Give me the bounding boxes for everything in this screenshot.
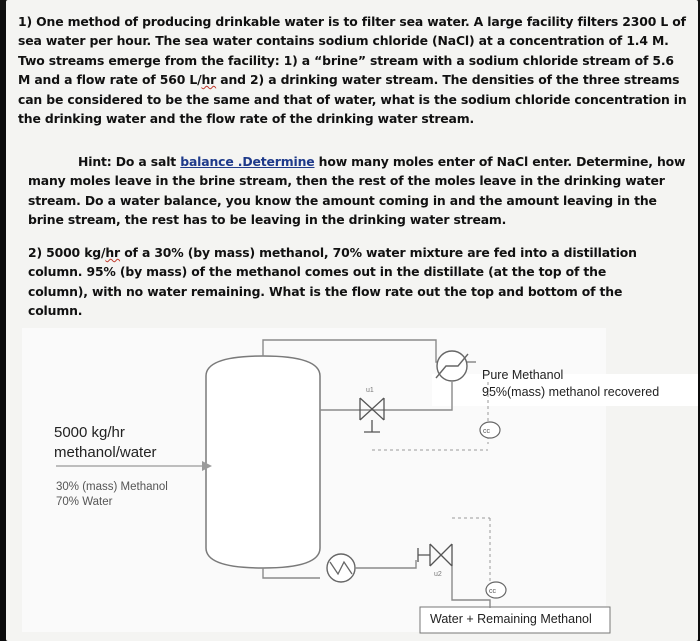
document-page — [6, 0, 698, 641]
distillation-column — [206, 356, 320, 568]
top-controller-tag: cc — [483, 428, 490, 435]
feed-name-label: methanol/water — [54, 444, 157, 461]
question-2-text-start: 2) 5000 kg/ — [28, 245, 106, 260]
bottom-product-label: Water + Remaining Methanol — [430, 612, 592, 626]
bottom-controller-tag: cc — [489, 588, 496, 595]
top-product-label: Pure Methanol — [482, 368, 564, 382]
hint-link[interactable]: balance .Determine — [180, 154, 315, 169]
question-1-text-end: and 2) a drinking water stream. The densities of the three streams can be considered to be the same and that of water, what is the sodium chloride concentration in the drinking water and the flow rate of the drinking water stream. — [18, 72, 687, 127]
feed-composition-1: 30% (mass) Methanol — [56, 481, 168, 493]
feed-composition-2: 70% Water — [56, 496, 113, 508]
question-2-unit: hr — [105, 245, 121, 260]
question-1-text-start: 1) One method of producing drinkable water is to filter sea water. A large facility filters 2300 L of sea water per hour. The sea water contains sodium chloride (NaCl) at a concentration of 1.4 M. Two streams emerge from the facility: 1) a “brine” stream with a sodium chloride stream of 5.6 M and a flow rate of 560 L/ — [18, 14, 686, 88]
hint-text-end: how many moles enter of NaCl enter. Determine, how many moles leave in the brine stream, then the rest of the moles leave in the drinking water stream. Do a water balance, you know the amount coming in and the amount leaving in the brine stream, the rest has to be leaving in the drinking water stream. — [28, 154, 686, 228]
feed-rate-label: 5000 kg/hr — [54, 424, 125, 441]
distillation-diagram — [6, 0, 698, 641]
top-recovery-label: 95%(mass) methanol recovered — [482, 385, 660, 399]
valve-bottom-tag: u2 — [434, 571, 442, 578]
valve-top-tag: u1 — [366, 387, 374, 394]
question-2-text-end: of a 30% (by mass) methanol, 70% water mixture are fed into a distillation column. 95% (by mass) of the methanol comes out in the distillate (at the top of the column), with no water remaining. What is the flow rate out the top and bottom of the column. — [28, 245, 637, 319]
hint-text-start: Hint: Do a salt — [78, 154, 181, 169]
question-1-unit: hr — [201, 72, 217, 88]
